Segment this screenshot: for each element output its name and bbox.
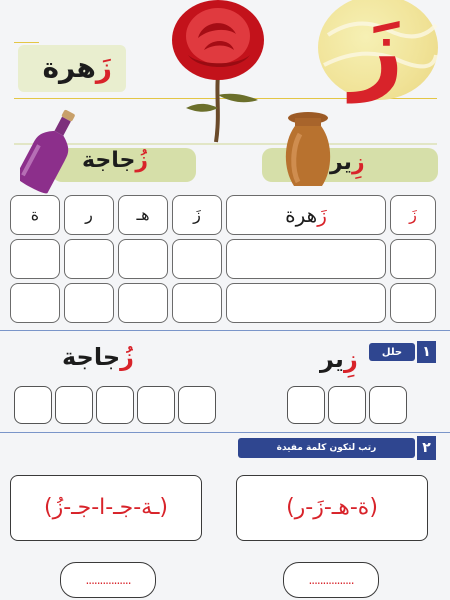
grid-cell-letter-ha[interactable]: هـ <box>118 195 168 235</box>
exercise-2-label: رتب لتكون كلمة مفيدة <box>238 438 415 458</box>
grid-cell-empty[interactable] <box>118 283 168 323</box>
jar-image <box>280 110 336 190</box>
grid-cell-letter-ta[interactable]: ة <box>10 195 60 235</box>
bottle-image <box>20 105 80 195</box>
grid-cell-empty[interactable] <box>172 239 222 279</box>
exercise-1-word-zujaja: زُجاجة <box>62 343 134 371</box>
answer-box[interactable] <box>328 386 366 424</box>
word-card-zahra <box>18 45 126 92</box>
grid-cell-empty[interactable] <box>390 283 436 323</box>
rose-image <box>158 0 278 145</box>
word-zeer: زِير <box>330 150 365 175</box>
grid-cell-empty[interactable] <box>64 239 114 279</box>
header-rule-top <box>14 42 39 43</box>
answer-box[interactable] <box>137 386 175 424</box>
section-divider <box>0 330 450 331</box>
featured-letter: زَ <box>350 0 404 103</box>
grid-cell-empty[interactable] <box>10 283 60 323</box>
answer-box[interactable] <box>96 386 134 424</box>
grid-cell-letter-1[interactable]: زَ <box>390 195 436 235</box>
word-zahra: زَهرة <box>42 51 112 84</box>
grid-cell-empty[interactable] <box>10 239 60 279</box>
exercise-1-label: حلل <box>369 343 415 361</box>
answer-box[interactable] <box>369 386 407 424</box>
grid-cell-empty[interactable] <box>390 239 436 279</box>
grid-cell-empty[interactable] <box>226 283 386 323</box>
grid-cell-empty[interactable] <box>226 239 386 279</box>
grid-cell-word[interactable]: زَ هرة <box>226 195 386 235</box>
grid-cell-empty[interactable] <box>64 283 114 323</box>
sequence-box-right: (ة-هـ-زَ-ر) <box>236 475 428 541</box>
grid-cell-letter-za[interactable]: زَ <box>172 195 222 235</box>
grid-cell-empty[interactable] <box>118 239 168 279</box>
exercise-2-number: ٢ <box>417 436 436 460</box>
grid-cell-letter-ra[interactable]: ر <box>64 195 114 235</box>
answer-box[interactable] <box>55 386 93 424</box>
exercise-1-word-zeer: زِير <box>320 345 358 373</box>
exercise-1-number: ١ <box>417 341 436 363</box>
answer-field-right[interactable]: ................ <box>283 562 379 598</box>
sequence-box-left: (ـة-جـ-ا-جـ-زُ) <box>10 475 202 541</box>
answer-field-left[interactable]: ................ <box>60 562 156 598</box>
grid-cell-empty[interactable] <box>172 283 222 323</box>
word-zujaja: زُجاجة <box>82 148 148 173</box>
section-divider <box>0 432 450 433</box>
answer-box[interactable] <box>178 386 216 424</box>
answer-box[interactable] <box>14 386 52 424</box>
answer-box[interactable] <box>287 386 325 424</box>
